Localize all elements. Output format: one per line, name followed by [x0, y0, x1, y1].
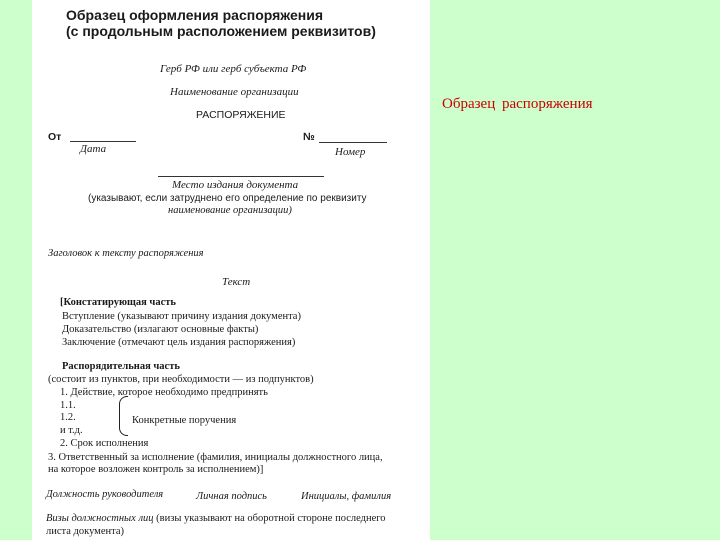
doc-title-line2: (с продольным расположением реквизитов): [66, 23, 376, 39]
specific-orders-caption: Конкретные поручения: [132, 415, 237, 426]
brace: [119, 396, 128, 436]
sign-signature: Личная подпись: [196, 491, 267, 502]
order-item-2: 2. Срок исполнения: [60, 438, 149, 449]
statement-title: [Констатирующая часть: [60, 297, 176, 308]
statement-item: Доказательство (излагают основные факты): [62, 324, 259, 335]
order-item-3-line2: на которое возложен контроль за исполнением)]: [48, 464, 264, 475]
side-caption: Образец распоряжения: [442, 96, 593, 112]
order-title: Распорядительная часть: [62, 361, 180, 372]
org-name-caption: Наименование организации: [170, 86, 299, 98]
document-sample: [32, 0, 430, 540]
sub-item: 1.1.: [60, 400, 76, 411]
statement-item: Заключение (отмечают цель издания распоряжения): [62, 337, 296, 348]
order-item-1: 1. Действие, которое необходимо предпринять: [60, 387, 268, 398]
emblem-caption: Герб РФ или герб субъекта РФ: [160, 63, 307, 75]
date-line: [70, 141, 136, 142]
number-caption: Номер: [335, 146, 366, 158]
place-caption: Место издания документа: [172, 179, 299, 191]
doc-type-title: РАСПОРЯЖЕНИЕ: [196, 109, 286, 121]
sign-position: Должность руководителя: [46, 489, 164, 500]
heading-caption: Заголовок к тексту распоряжения: [48, 248, 204, 259]
from-label: От: [48, 131, 62, 143]
sub-item: и т.д.: [60, 425, 83, 436]
text-caption: Текст: [222, 276, 251, 288]
sign-name: Инициалы, фамилия: [301, 491, 392, 502]
date-caption: Дата: [80, 143, 107, 155]
statement-item: Вступление (указывают причину издания документа): [62, 311, 301, 322]
order-note: (состоит из пунктов, при необходимости — из подпунктов): [48, 374, 314, 385]
visa-label: Визы должностных лиц: [46, 513, 154, 524]
visa-line2: листа документа): [46, 526, 124, 537]
number-line: [319, 142, 387, 143]
place-note-line1: (указывают, если затруднено его определение по реквизиту: [88, 193, 367, 204]
place-note-line2: наименование организации): [168, 205, 292, 216]
place-line: [158, 176, 324, 177]
order-item-3-line1: 3. Ответственный за исполнение (фамилия, инициалы должностного лица,: [48, 452, 383, 463]
visa-line1: [46, 514, 386, 525]
sub-item: 1.2.: [60, 412, 76, 423]
doc-title-line1: Образец оформления распоряжения: [66, 7, 324, 23]
number-label: №: [303, 131, 315, 143]
visa-note: (визы указывают на оборотной стороне последнего: [156, 513, 386, 524]
